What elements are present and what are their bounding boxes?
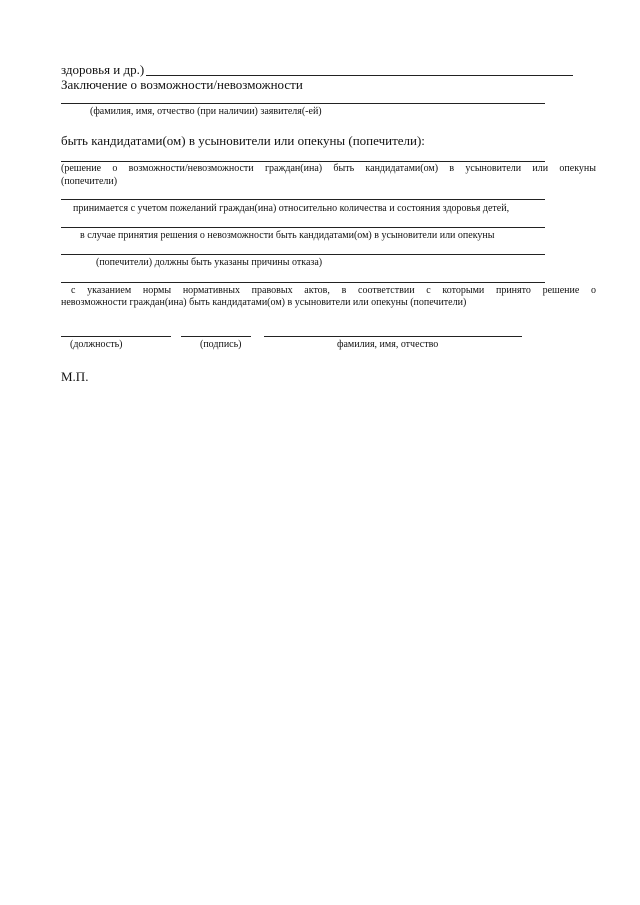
stamp-place: М.П. (61, 369, 89, 384)
wishes-caption: принимается с учетом пожеланий граждан(ина) относительно количества и состояния здоровья детей, (73, 203, 510, 214)
applicant-name-line (61, 103, 545, 104)
name-caption: фамилия, имя, отчество (337, 339, 439, 350)
refusal-case-caption: в случае принятия решения о невозможности быть кандидатами(ом) в усыновители или опекуны (80, 230, 495, 241)
health-text: здоровья и др.) (61, 62, 145, 77)
norms-caption-line1: с указанием нормы нормативных правовых актов, в соответствии с которыми принято решение о (71, 285, 596, 296)
name-line (264, 336, 522, 337)
candidates-text: быть кандидатами(ом) в усыновители или опекуны (попечители): (61, 133, 425, 148)
applicant-name-caption: (фамилия, имя, отчество (при наличии) заявителя(-ей) (90, 106, 322, 117)
decision-caption-line1: (решение о возможности/невозможности граждан(ина) быть кандидатами(ом) в усыновители или опекуны (61, 163, 596, 174)
refusal-case-line (61, 227, 545, 228)
refusal-reasons-line (61, 254, 545, 255)
signature-caption: (подпись) (200, 339, 242, 350)
norms-line (61, 282, 545, 283)
norms-caption-line2: невозможности граждан(ина) быть кандидатами(ом) в усыновители или опекуны (попечители) (61, 297, 467, 308)
refusal-reasons-caption: (попечители) должны быть указаны причины отказа) (96, 257, 323, 268)
conclusion-title: Заключение о возможности/невозможности (61, 77, 303, 92)
position-line (61, 336, 171, 337)
health-fill-line (146, 75, 573, 76)
signature-line (181, 336, 251, 337)
position-caption: (должность) (70, 339, 123, 350)
decision-caption-line2: (попечители) (61, 176, 118, 187)
wishes-line (61, 199, 545, 200)
decision-line (61, 161, 545, 162)
